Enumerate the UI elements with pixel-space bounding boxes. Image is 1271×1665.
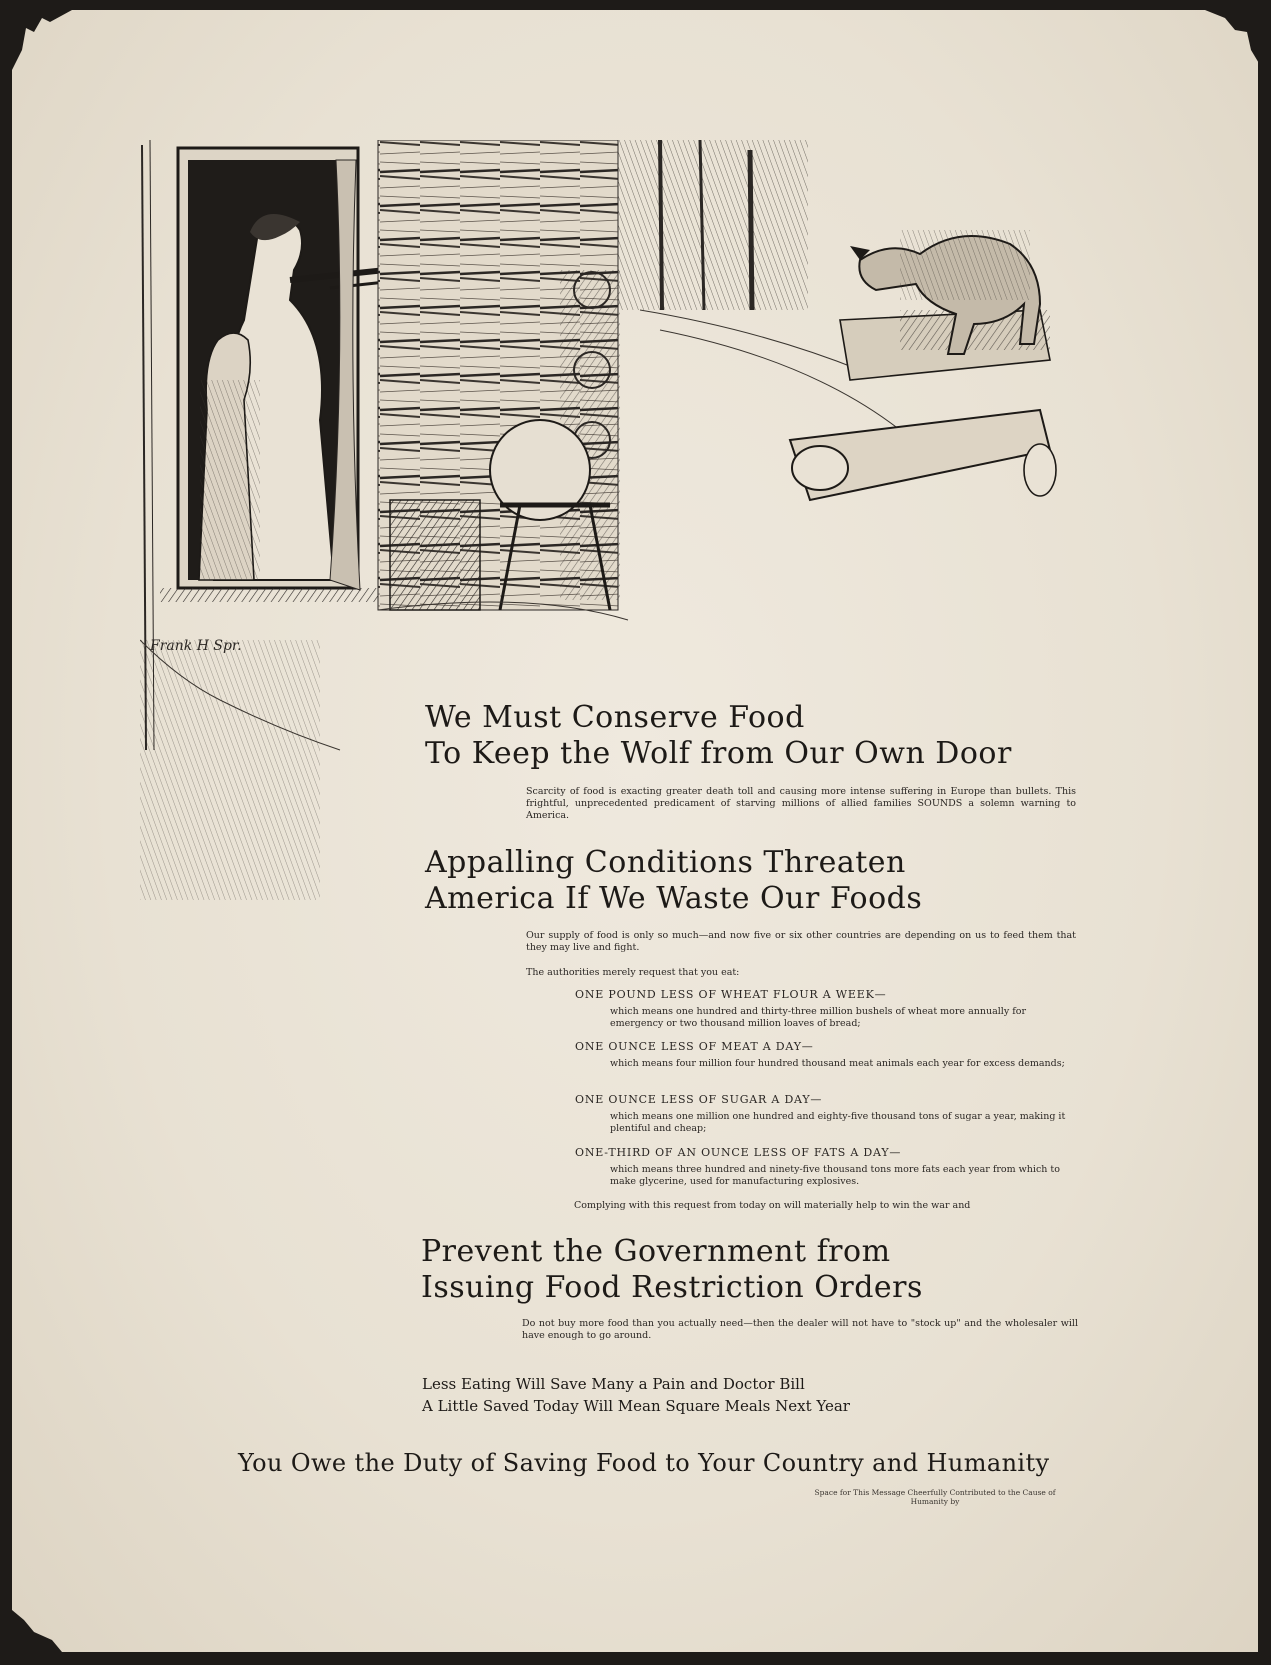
item-meat-body: which means four million four hundred thousand meat animals each year for excess demands; — [610, 1058, 1065, 1069]
torn-corner-top-right — [1205, 10, 1260, 65]
headline-1-line-1: We Must Conserve Food — [425, 700, 805, 735]
paragraph-food-supply: Our supply of food is only so much—and now five or six other countries are depending on us to feed them that they may live and fight. — [526, 930, 1076, 953]
headline-3-line-1: Prevent the Government from — [421, 1234, 891, 1269]
closing-duty-line: You Owe the Duty of Saving Food to Your Country and Humanity — [238, 1449, 1050, 1477]
slogan-little-saved: A Little Saved Today Will Mean Square Meals Next Year — [422, 1397, 850, 1415]
item-wheat-heading: ONE POUND LESS OF WHEAT FLOUR A WEEK— — [575, 988, 887, 1001]
paragraph-complying: Complying with this request from today on will materially help to win the war and — [574, 1200, 971, 1211]
artist-signature: Frank H Spr. — [150, 638, 242, 654]
paragraph-authorities-request: The authorities merely request that you eat: — [526, 967, 740, 978]
headline-prevent-government — [421, 1234, 1101, 1306]
item-sugar-body: which means one million one hundred and eighty-five thousand tons of sugar a year, making it plentiful and cheap; — [610, 1111, 1066, 1134]
torn-corner-bottom-left — [12, 1610, 62, 1652]
item-meat-heading: ONE OUNCE LESS OF MEAT A DAY— — [575, 1040, 814, 1053]
space-credit-line: Space for This Message Cheerfully Contributed to the Cause of Humanity by — [814, 1488, 1056, 1506]
item-fats-heading: ONE-THIRD OF AN OUNCE LESS OF FATS A DAY— — [575, 1146, 902, 1159]
paragraph-scarcity: Scarcity of food is exacting greater death toll and causing more intense suffering in Europe than bullets. This frightful, unprecedented predicament of starving millions of allied families SOUNDS a solemn warning to America. — [526, 786, 1076, 821]
headline-conserve-food — [425, 700, 1105, 772]
headline-3-line-2: Issuing Food Restriction Orders — [421, 1270, 923, 1305]
item-sugar-heading: ONE OUNCE LESS OF SUGAR A DAY— — [575, 1093, 823, 1106]
torn-corner-top-left — [12, 10, 72, 70]
headline-appalling-conditions — [425, 845, 1105, 917]
headline-2-line-1: Appalling Conditions Threaten — [425, 845, 906, 880]
slogan-less-eating: Less Eating Will Save Many a Pain and Doctor Bill — [422, 1375, 805, 1393]
headline-2-line-2: America If We Waste Our Foods — [425, 881, 923, 916]
item-fats-body: which means three hundred and ninety-five thousand tons more fats each year from which to make glycerine, used for manufacturing explosives. — [610, 1164, 1060, 1187]
headline-1-line-2: To Keep the Wolf from Our Own Door — [425, 736, 1012, 771]
item-wheat-body: which means one hundred and thirty-three million bushels of wheat more annually for emergency or two thousand million loaves of bread; — [610, 1006, 1027, 1029]
paragraph-do-not-buy: Do not buy more food than you actually need—then the dealer will not have to "stock up" and the wholesaler will have enough to go around. — [522, 1318, 1078, 1341]
